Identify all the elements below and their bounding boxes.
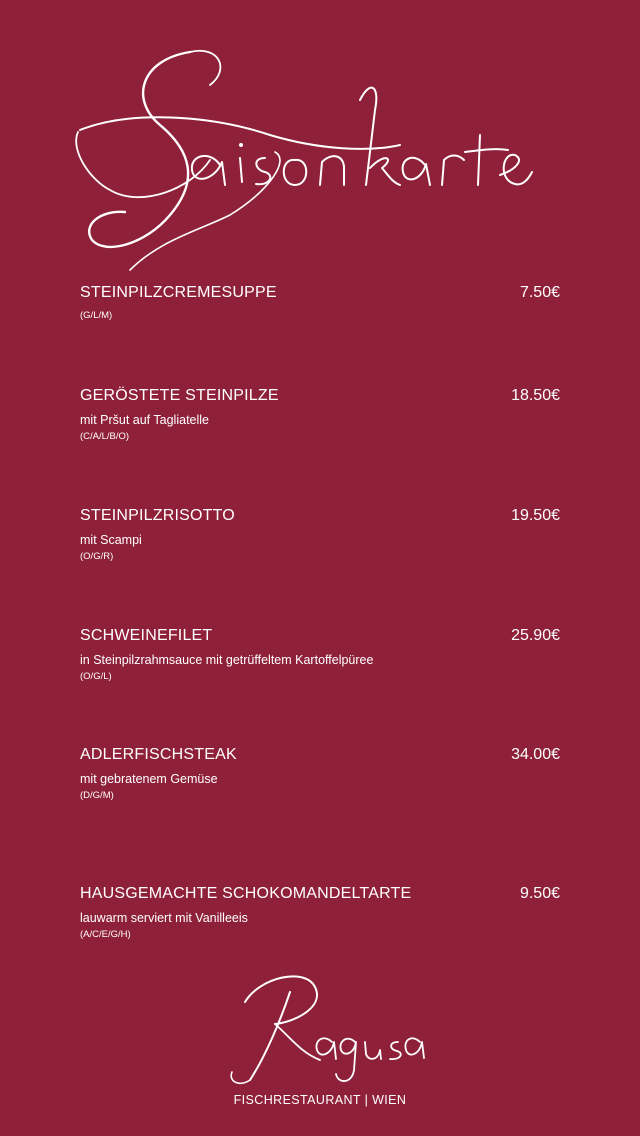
menu-list — [80, 283, 560, 941]
ragusa-logo — [220, 962, 430, 1092]
dish-price: 25.90€ — [511, 627, 560, 644]
dish-price: 18.50€ — [511, 387, 560, 404]
dish-description: lauwarm serviert mit Vanilleeis — [80, 911, 248, 925]
dish-description: in Steinpilzrahmsauce mit getrüffeltem Kartoffelpüree — [80, 653, 374, 667]
menu-item — [80, 884, 560, 941]
menu-item — [80, 283, 560, 322]
saisonkarte-title-lettering — [70, 40, 550, 280]
dish-description: mit gebratenem Gemüse — [80, 772, 218, 786]
dish-allergens: (O/G/R) — [80, 551, 114, 562]
dish-name: ADLERFISCHSTEAK — [80, 746, 237, 763]
dish-description: mit Scampi — [80, 533, 142, 547]
dish-description: mit Pršut auf Tagliatelle — [80, 413, 209, 427]
dish-price: 9.50€ — [519, 885, 560, 902]
dish-allergens: (A/C/E/G/H) — [80, 929, 131, 940]
dish-allergens: (C/A/L/B/O) — [80, 431, 130, 442]
dish-allergens: (G/L/M) — [80, 310, 113, 321]
menu-item — [80, 626, 560, 683]
dish-name: SCHWEINEFILET — [80, 627, 213, 644]
menu-item — [80, 506, 560, 563]
dish-name: STEINPILZCREMESUPPE — [80, 284, 277, 301]
dish-price: 7.50€ — [519, 284, 560, 301]
restaurant-tagline: FISCHRESTAURANT | WIEN — [233, 1093, 407, 1107]
dish-price: 34.00€ — [511, 746, 560, 763]
dish-allergens: (D/G/M) — [80, 790, 114, 801]
dish-name: GERÖSTETE STEINPILZE — [80, 387, 279, 404]
dish-price: 19.50€ — [511, 507, 560, 524]
menu-item — [80, 745, 560, 802]
dish-name: HAUSGEMACHTE SCHOKOMANDELTARTE — [80, 885, 412, 902]
dish-allergens: (O/G/L) — [80, 671, 112, 682]
dish-name: STEINPILZRISOTTO — [80, 507, 235, 524]
menu-item — [80, 386, 560, 443]
